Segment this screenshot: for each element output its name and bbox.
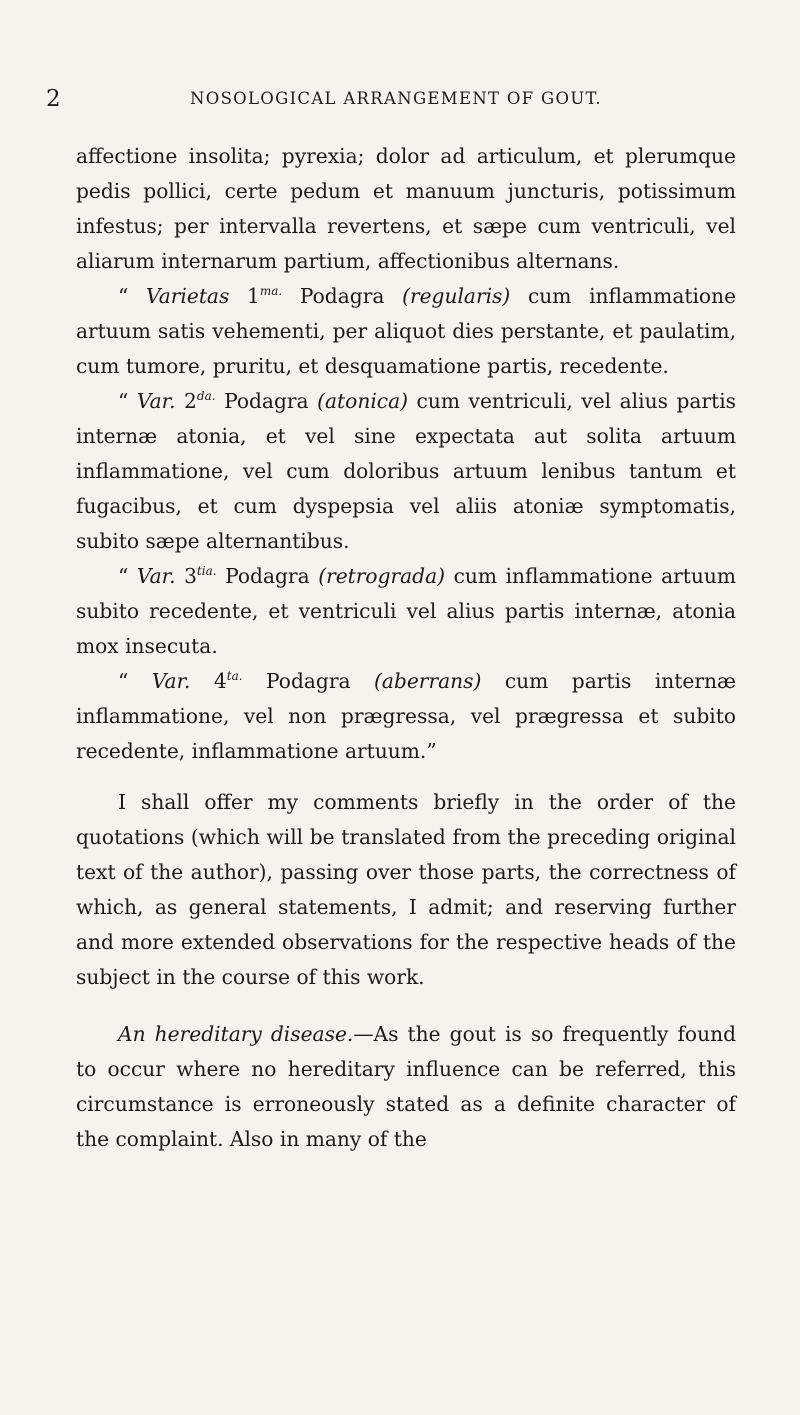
paragraph-variety-3 bbox=[76, 559, 736, 664]
variety-name: Podagra bbox=[224, 389, 309, 413]
variety-name: Podagra bbox=[266, 669, 351, 693]
variety-label: Var. bbox=[151, 669, 191, 693]
variety-ordinal: 4 bbox=[213, 669, 227, 693]
variety-name: Podagra bbox=[299, 284, 385, 308]
variety-type: (atonica) bbox=[317, 389, 408, 413]
ordinal-suffix: ma. bbox=[259, 284, 283, 298]
paragraph-text: —As the gout is so frequently found to occur where no hereditary influence can be referred, this circumstance is erroneously stated as a definite character of the complaint. Also in many of the bbox=[76, 1022, 736, 1151]
running-title: NOSOLOGICAL ARRANGEMENT OF GOUT. bbox=[190, 89, 602, 108]
page-header bbox=[46, 86, 746, 116]
variety-type: (retrograda) bbox=[318, 564, 446, 588]
variety-ordinal: 1 bbox=[247, 284, 260, 308]
quote-mark: “ bbox=[118, 284, 129, 308]
variety-label: Varietas bbox=[146, 284, 230, 308]
quote-mark: “ bbox=[118, 669, 129, 693]
variety-ordinal: 3 bbox=[184, 564, 197, 588]
variety-text: cum ventriculi, vel alius partis internæ atonia, et vel sine expectata aut solita artuum inflammatione, vel cum doloribus artuum lenibus tantum et fugacibus, et cum dyspepsia vel aliis atoniæ symptomatis, subito sæpe alternantibus. bbox=[76, 389, 737, 553]
variety-text: cum inflammatione artuum satis vehementi, per aliquot dies perstante, et paulatim, cum tumore, pruritu, et desquamatione partis, recedente. bbox=[76, 284, 737, 378]
paragraph-variety-1 bbox=[76, 279, 736, 384]
variety-label: Var. bbox=[136, 564, 176, 588]
quote-mark: “ bbox=[118, 389, 129, 413]
section-heading: An hereditary disease. bbox=[118, 1022, 354, 1046]
quote-mark: “ bbox=[118, 564, 129, 588]
variety-type: (aberrans) bbox=[374, 669, 482, 693]
variety-ordinal: 2 bbox=[184, 389, 197, 413]
variety-label: Var. bbox=[136, 389, 176, 413]
paragraph-hereditary bbox=[76, 1017, 736, 1157]
page-number: 2 bbox=[46, 86, 61, 112]
paragraph-variety-2 bbox=[76, 384, 736, 559]
variety-text: cum partis internæ inflammatione, vel non prægressa, vel prægressa et subito recedente, inflammatione artuum.” bbox=[76, 669, 736, 763]
variety-type: (regularis) bbox=[402, 284, 511, 308]
paragraph-variety-4 bbox=[76, 664, 736, 769]
ordinal-suffix: da. bbox=[196, 389, 216, 403]
variety-name: Podagra bbox=[225, 564, 310, 588]
paragraph-definition-continued: affectione insolita; pyrexia; dolor ad articulum, et plerumque pedis pollici, certe pedum et manuum juncturis, potissimum infestus; per intervalla revertens, et sæpe cum ventriculi, vel aliarum internarum partium, affectionibus alternans. bbox=[76, 144, 736, 273]
ordinal-suffix: tia. bbox=[196, 564, 217, 578]
paragraph-comments: I shall offer my comments briefly in the order of the quotations (which will be translated from the preceding original text of the author), passing over those parts, the correctness of which, as general statements, I admit; and reserving further and more extended observations for the respective heads of the subject in the course of this work. bbox=[76, 790, 736, 989]
body-text bbox=[76, 139, 736, 1157]
variety-text: cum inflammatione artuum subito recedente, et ventriculi vel alius partis internæ, atonia mox insecuta. bbox=[76, 564, 737, 658]
ordinal-suffix: ta. bbox=[226, 669, 243, 683]
